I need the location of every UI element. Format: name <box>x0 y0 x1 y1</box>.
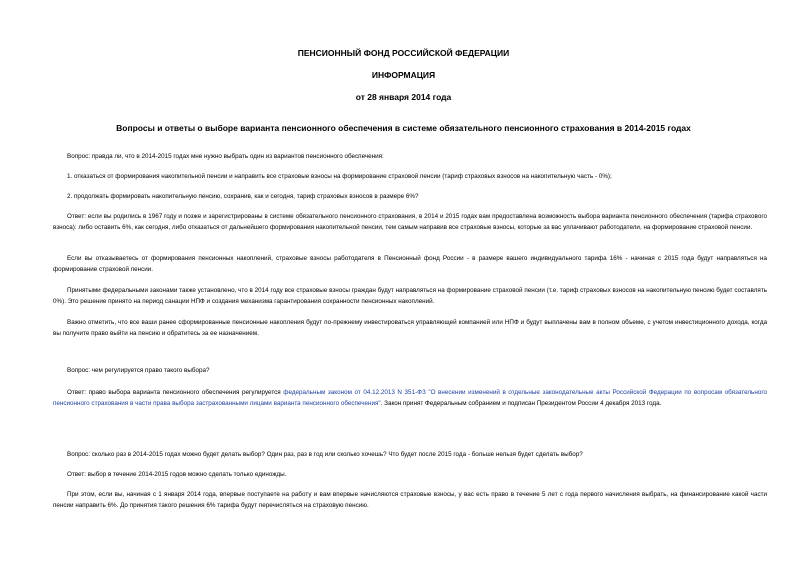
question-1-option-2: 2. продолжать формировать накопительную пенсию, сохранив, как и сегодня, тариф страховых взносов в размере 6%? <box>67 193 419 200</box>
question-2: Вопрос: чем регулируется право такого выбора? <box>67 367 210 374</box>
answer-1-paragraph-2: Если вы отказываетесь от формирования пенсионных накоплений, страховые взносы работодателя в Пенсионный фонд России - в размере вашего индивидуального тарифа 16% - начиная с 2015 года будут направляться на формирование страховой пенсии. <box>53 255 767 273</box>
answer-2-suffix: . Закон принят Федеральным собранием и подписан Президентом России 4 декабря 2013 года. <box>380 399 662 407</box>
question-1-option-1: 1. отказаться от формирования накопительной пенсии и направить все страховые взносы на формирование страховой пенсии (тариф страховых взносов на накопительную часть - 0%); <box>67 173 612 180</box>
answer-2-prefix: Ответ: право выбора варианта пенсионного обеспечения регулируется <box>67 389 284 396</box>
doc-date: от 28 января 2014 года <box>355 92 452 102</box>
answer-3-paragraph-1: Ответ: выбор в течение 2014-2015 годов можно сделать только единожды. <box>67 471 287 478</box>
answer-2 <box>53 388 767 409</box>
org-heading: ПЕНСИОННЫЙ ФОНД РОССИЙСКОЙ ФЕДЕРАЦИИ <box>297 48 510 58</box>
question-3: Вопрос: сколько раз в 2014-2015 годах можно будет делать выбор? Один раз, раз в год или сколько хочешь? Что будет после 2015 года - больше нельзя будет сделать выбор? <box>67 451 583 458</box>
answer-1-paragraph-4: Важно отметить, что все ваши ранее сформированные пенсионные накопления будут по-прежнему инвестироваться управляющей компанией или НПФ и будут выплачены вам в полном объеме, с учетом инвестиционного дохода, когда вы получите право выйти на пенсию и обратитесь за ее назначением. <box>53 319 767 337</box>
doc-title: Вопросы и ответы о выборе варианта пенсионного обеспечения в системе обязательного пенсионного страхования в 2014-2015 годах <box>116 123 691 133</box>
answer-1-paragraph-3: Принятыми федеральными законами также установлено, что в 2014 году все страховые взносы граждан будут направляться на формирование страховой пенсии (т.е. тариф страховых взносов на накопительную пенсию будет составлять 0%). Это решение принято на период санации НПФ и создания механизма гарантирования сохранности пенсионных накоплений. <box>53 287 767 305</box>
answer-3-paragraph-2: При этом, если вы, начиная с 1 января 2014 года, впервые поступаете на работу и вам впервые начисляются страховые взносы, у вас есть право в течение 5 лет с года первого начисления выбрать, на финансирование какой части пенсии направить 6%. До принятия такого решения 6% тарифа будут перечисляться на страховую пенсию. <box>53 491 767 509</box>
law-link[interactable]: федеральным законом от 04.12.2013 N 351-ФЗ "О внесении изменений в отдельные законодательные акты Российской Федерации по вопросам обязательного пенсионного страхования в части права выбора застрахованными лицами варианта пенсионного обеспечения" <box>53 389 767 407</box>
answer-1-paragraph-1: Ответ: если вы родились в 1967 году и позже и зарегистрированы в системе обязательного пенсионного страхования, в 2014 и 2015 годах вам предоставлена возможность выбора варианта пенсионного обеспечения (тарифа страхового взноса): либо оставить 6%, как сегодня, либо отказаться от дальнейшего формирования накопительной пенсии, тем самым направив все страховые взносы, которые за вас уплачивают работодатели, на формирование страховой пенсии. <box>53 213 767 231</box>
doc-type-heading: ИНФОРМАЦИЯ <box>371 70 436 80</box>
question-1: Вопрос: правда ли, что в 2014-2015 годах мне нужно выбрать один из вариантов пенсионного обеспечения: <box>67 153 384 160</box>
